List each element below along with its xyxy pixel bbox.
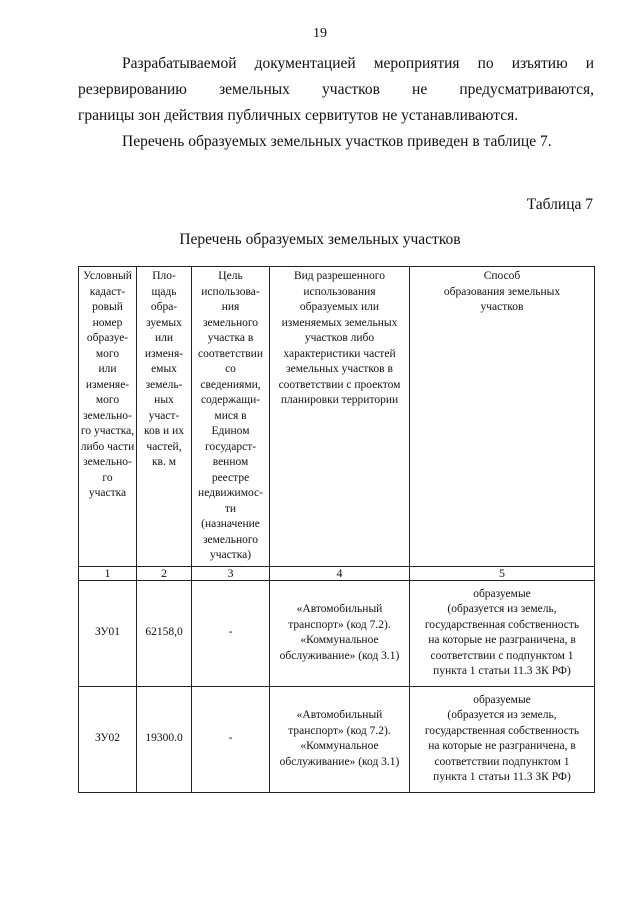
header-cell-line: частей,: [146, 440, 182, 453]
plot-method-cell: [410, 686, 595, 792]
plot-use-cell: [270, 580, 410, 686]
column-number-cell: 5: [410, 566, 595, 580]
header-cell-line: участка: [88, 487, 127, 499]
plot-use-cell-line: транспорт» (код 7.2).: [288, 724, 391, 737]
header-cell-line: со: [225, 363, 236, 375]
plot-use-cell-line: обслуживание» (код 3.1): [279, 755, 400, 768]
header-cell-line: сведениями,: [200, 378, 261, 391]
header-cell-line: изменя-: [144, 347, 184, 360]
plot-method-cell-line: на которые не разграничена, в: [428, 740, 576, 752]
header-cell-line: кадаст-: [89, 285, 126, 298]
header-cell-line: земельно-: [83, 409, 132, 422]
header-cell: [410, 267, 595, 567]
intro-paragraph: [78, 51, 594, 129]
plot-use-cell-line: «Автомобильный: [296, 709, 383, 721]
land-plots-table: [78, 266, 595, 793]
plot-use-cell-line: транспорт» (код 7.2).: [288, 618, 391, 631]
plot-method-cell-line: соответствии с подпунктом 1: [430, 649, 574, 662]
header-cell-line: использова-: [201, 285, 260, 298]
column-number-cell: 3: [192, 566, 270, 580]
header-cell-line: участка): [209, 549, 252, 561]
header-cell-line: обра-: [150, 301, 178, 313]
header-cell-line: участка в: [207, 332, 254, 344]
plot-number-cell: ЗУ01: [79, 580, 137, 686]
plot-method-cell-line: государственная собственность: [424, 724, 580, 737]
header-cell-line: зуемых: [146, 316, 182, 329]
column-numbers-row: [79, 566, 595, 580]
header-cell-line: или: [154, 332, 174, 344]
column-number-cell: 2: [137, 566, 192, 580]
header-cell-line: участков либо: [304, 332, 375, 344]
plot-method-cell-line: пункта 1 статьи 11.3 ЗК РФ): [433, 771, 571, 783]
table-header-row: [79, 267, 595, 567]
header-cell-line: образуемых или: [299, 301, 380, 313]
paragraph-line: границы зон действия публичных сервитутов не устанавливаются.: [78, 107, 519, 124]
header-cell: [270, 267, 410, 567]
header-cell-line: Цель: [218, 270, 243, 282]
header-cell-line: недвижимос-: [198, 487, 263, 499]
plot-method-cell-line: пункта 1 статьи 11.3 ЗК РФ): [433, 665, 571, 677]
header-cell-line: или: [98, 363, 117, 375]
header-cell-line: ных: [154, 394, 174, 406]
paragraph-line: резервированию земельных участков не предусматриваются,: [78, 81, 594, 98]
plot-method-cell-line: на которые не разграничена, в: [428, 634, 576, 646]
plot-method-cell-line: образуемые: [473, 693, 531, 706]
header-cell-line: Вид разрешенного: [293, 270, 385, 282]
page-number: 19: [313, 26, 327, 41]
header-cell-line: ков и их: [144, 425, 184, 437]
header-cell-line: соответствии: [198, 347, 263, 360]
plot-method-cell-line: соответствии подпунктом 1: [434, 755, 570, 768]
header-cell-line: реестре: [211, 471, 250, 484]
column-number-cell: 4: [270, 566, 410, 580]
header-cell-line: характеристики частей: [283, 347, 396, 360]
header-cell-line: ти: [224, 502, 237, 515]
header-cell-line: соответствии с проектом: [278, 378, 401, 391]
header-cell: [137, 267, 192, 567]
header-cell-line: щадь: [151, 285, 177, 298]
header-cell-line: использования: [303, 285, 376, 298]
header-cell-line: земель-: [145, 378, 183, 391]
plot-use-cell-line: обслуживание» (код 3.1): [279, 649, 400, 662]
table-row: [79, 686, 595, 792]
table-label: Таблица 7: [526, 196, 593, 213]
header-cell-line: мися в: [214, 409, 247, 422]
header-cell-line: венном: [212, 456, 249, 468]
plot-method-cell-line: (образуется из земель,: [447, 709, 557, 721]
header-cell-line: образуе-: [86, 332, 129, 344]
header-cell-line: либо части: [80, 440, 135, 453]
plot-purpose-cell: -: [192, 686, 270, 792]
column-number-cell: 1: [79, 566, 137, 580]
plot-use-cell-line: «Автомобильный: [296, 603, 383, 615]
header-cell-line: земельных участков в: [286, 363, 393, 375]
header-cell-line: (назначение: [201, 518, 260, 530]
table-title: Перечень образуемых земельных участков: [179, 231, 461, 248]
header-cell-line: Пло-: [152, 270, 176, 282]
header-cell-line: земельно-: [83, 456, 132, 468]
header-cell-line: емых: [151, 363, 177, 375]
header-cell-line: изменяемых земельных: [281, 316, 398, 329]
header-cell-line: Способ: [483, 270, 521, 282]
header-cell-line: кв. м: [151, 456, 177, 468]
plot-area-cell: 62158,0: [137, 580, 192, 686]
header-cell-line: изменяе-: [85, 378, 130, 391]
header-cell-line: го участка,: [80, 425, 135, 437]
plot-use-cell-line: «Коммунальное: [300, 740, 379, 752]
header-cell-line: планировки территории: [280, 394, 399, 406]
header-cell-line: образования земельных: [443, 285, 561, 298]
header-cell-line: номер: [92, 316, 123, 329]
plot-purpose-cell: -: [192, 580, 270, 686]
plot-use-cell: [270, 686, 410, 792]
header-cell-line: го: [102, 471, 113, 484]
plot-number-cell: ЗУ02: [79, 686, 137, 792]
plot-method-cell-line: государственная собственность: [424, 618, 580, 631]
header-cell-line: содержащи-: [200, 394, 261, 406]
header-cell-line: земельного: [202, 316, 259, 329]
header-cell: [79, 267, 137, 567]
header-cell-line: мого: [95, 394, 120, 406]
header-cell-line: государст-: [204, 440, 257, 453]
plot-method-cell-line: образуемые: [473, 587, 531, 600]
plot-area-cell: 19300.0: [137, 686, 192, 792]
reference-paragraph: Перечень образуемых земельных участков приведен в таблице 7.: [122, 133, 552, 150]
plot-method-cell-line: (образуется из земель,: [447, 603, 557, 615]
header-cell-line: Едином: [211, 425, 250, 437]
plot-use-cell-line: «Коммунальное: [300, 634, 379, 646]
table-row: [79, 580, 595, 686]
header-cell-line: ровый: [92, 301, 123, 313]
paragraph-line: Разрабатываемой документацией мероприятия по изъятию и: [122, 55, 594, 72]
header-cell: [192, 267, 270, 567]
header-cell-line: участков: [480, 301, 524, 313]
header-cell-line: участ-: [148, 409, 180, 422]
header-cell-line: Условный: [83, 270, 132, 282]
plot-method-cell: [410, 580, 595, 686]
header-cell-line: ния: [221, 301, 240, 313]
header-cell-line: земельного: [202, 533, 259, 546]
header-cell-line: мого: [95, 347, 120, 360]
